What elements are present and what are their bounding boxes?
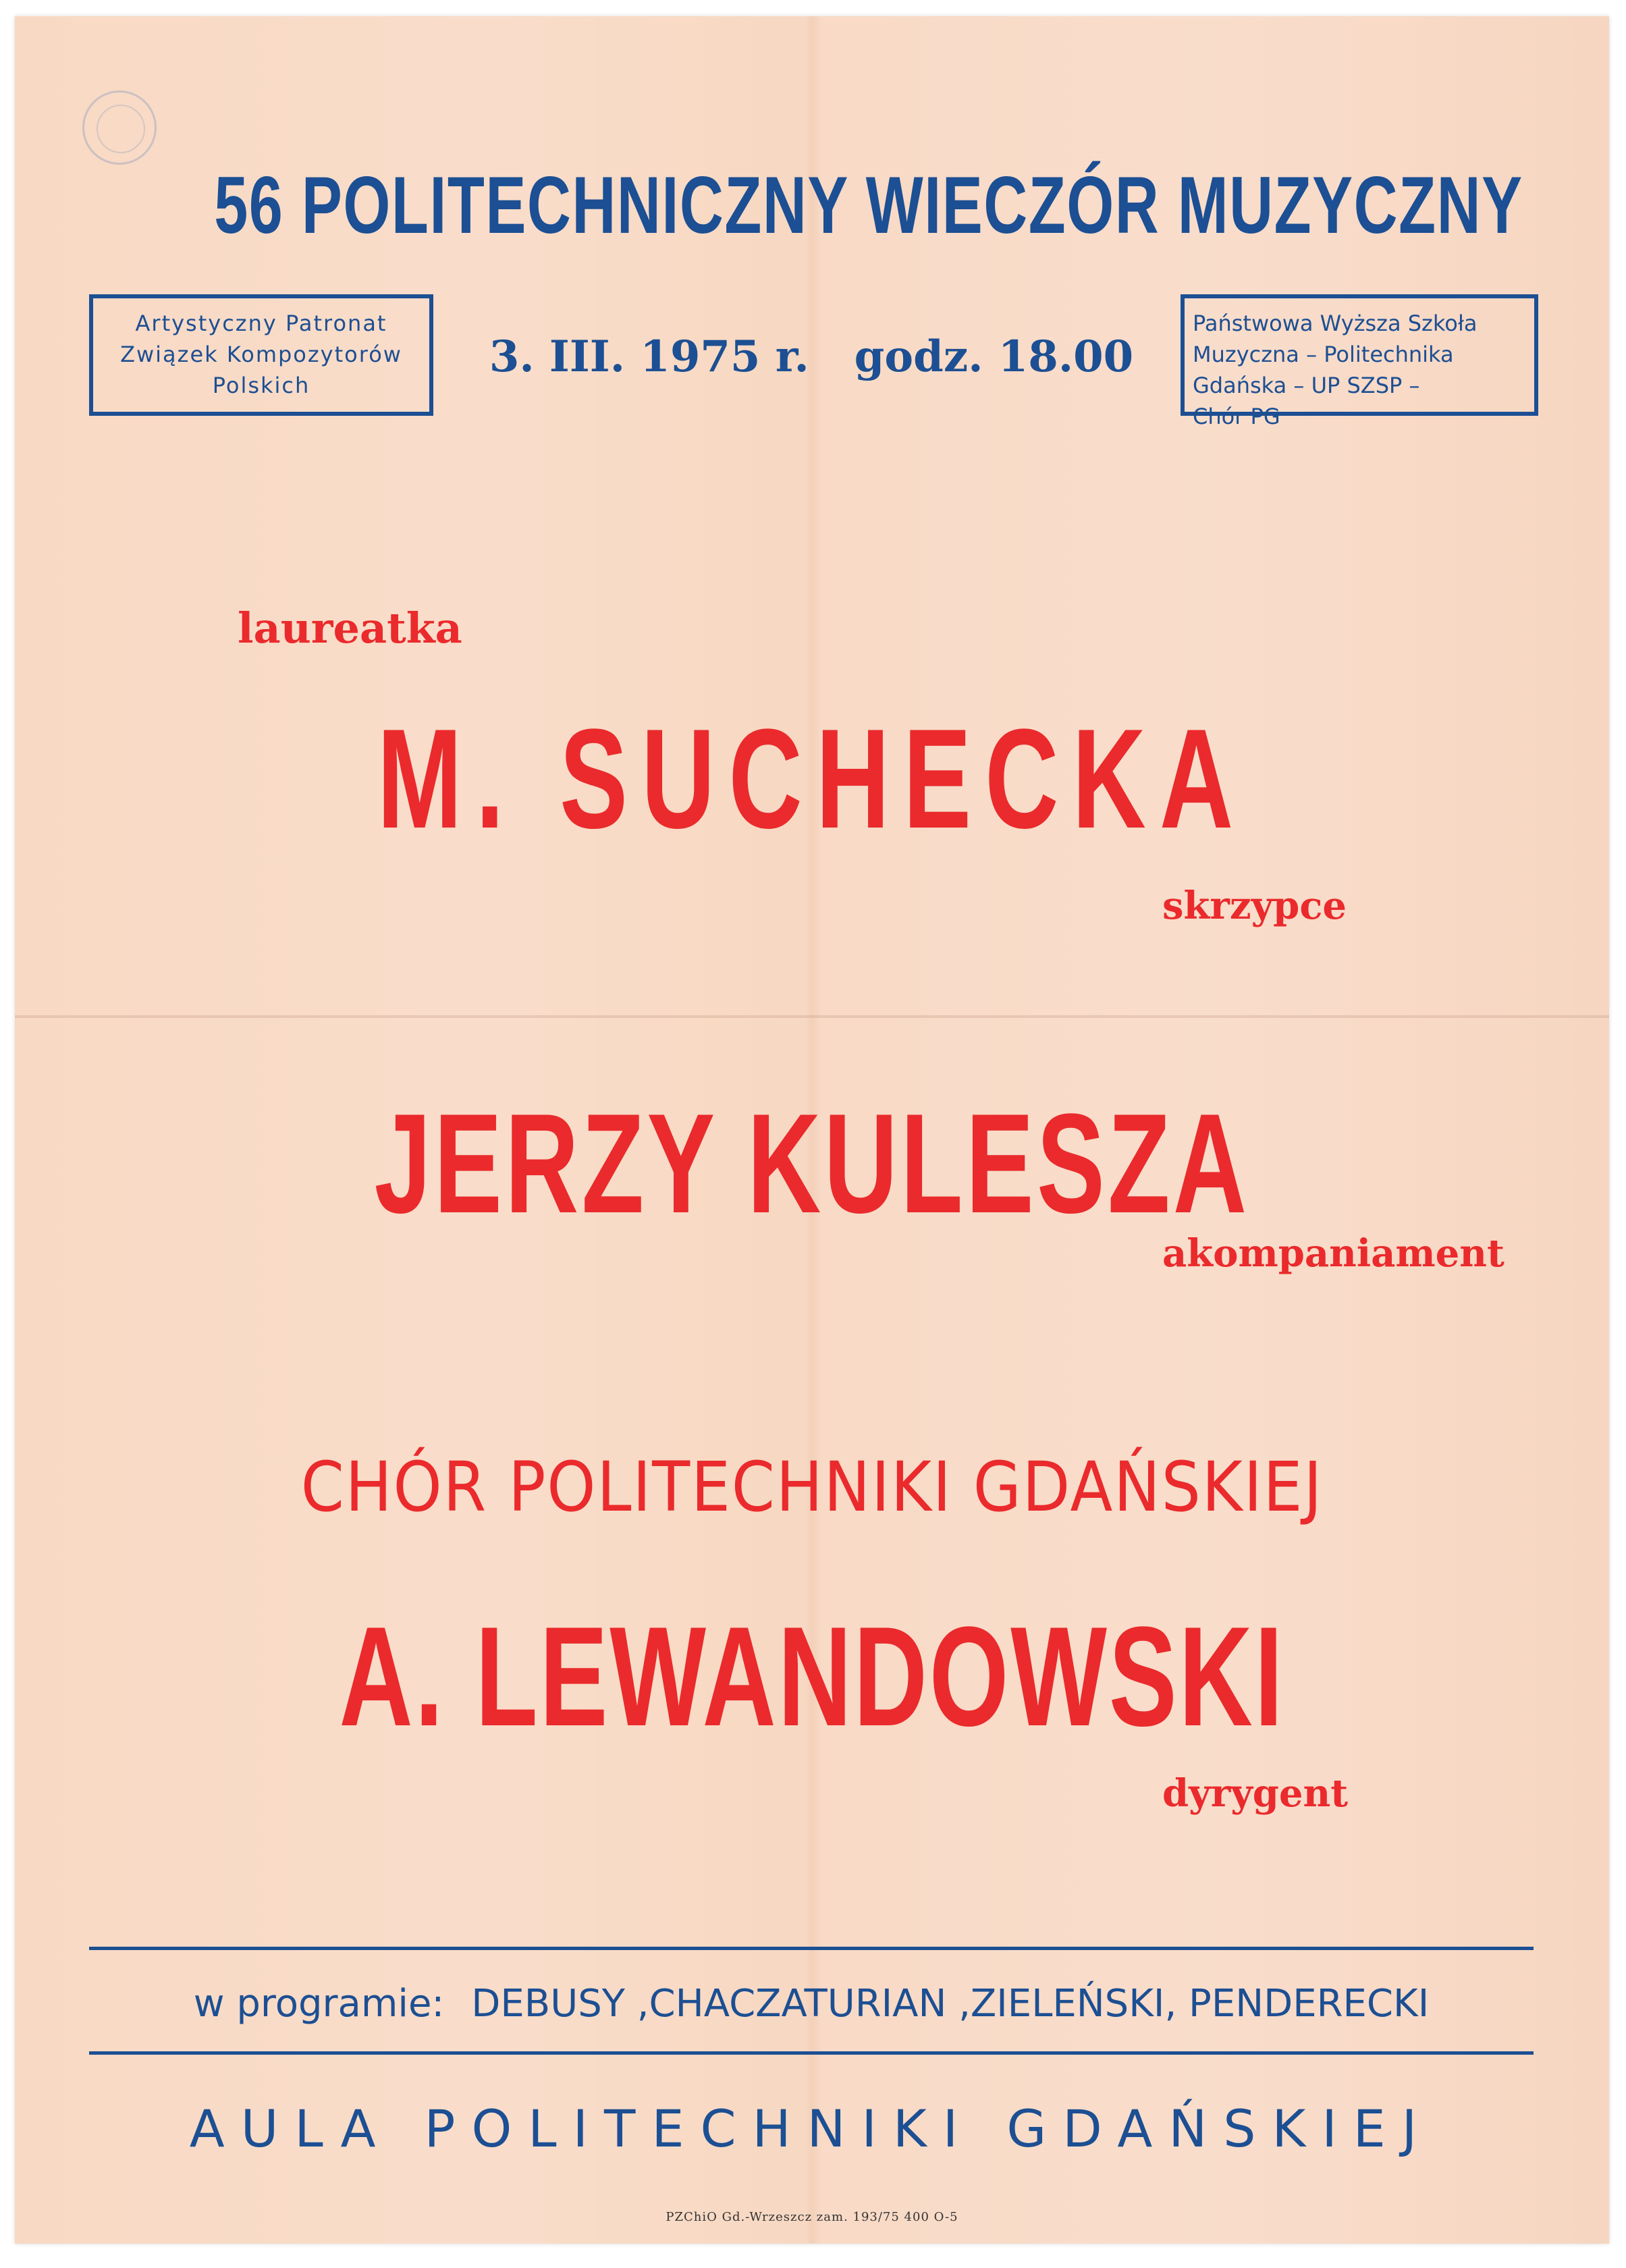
organizers-line-4: Chór PG: [1193, 404, 1280, 429]
library-stamp: [82, 90, 157, 165]
patron-box: [89, 294, 433, 416]
fold-line: [15, 1015, 1609, 1018]
poster: [15, 16, 1609, 2244]
program-label: w programie:: [193, 1982, 445, 2026]
organizers-line-3: Gdańska – UP SZSP –: [1193, 373, 1420, 398]
date-time: 3. III. 1975 r. godz. 18.00: [489, 331, 1134, 382]
violinist-name: M. SUCHECKA: [377, 699, 1247, 858]
program-line: [89, 1970, 1534, 2038]
patron-line-3: Polskich: [212, 373, 310, 398]
laureate-label: laureatka: [238, 603, 462, 653]
violinist-role: skrzypce: [1162, 884, 1347, 928]
patron-line-2: Związek Kompozytorów: [120, 342, 402, 367]
venue: AULA POLITECHNIKI GDAŃSKIEJ: [189, 2099, 1434, 2159]
accompanist-role: akompaniament: [1162, 1231, 1505, 1276]
conductor-name: A. LEWANDOWSKI: [339, 1597, 1285, 1756]
divider-top: [89, 1947, 1534, 1950]
program-composers: DEBUSY ,CHACZATURIAN ,ZIELEŃSKI, PENDERECKI: [471, 1982, 1430, 2026]
divider-bottom: [89, 2051, 1534, 2055]
conductor-role: dyrygent: [1162, 1771, 1349, 1816]
poster-title: 56 POLITECHNICZNY WIECZÓR MUZYCZNY: [214, 160, 1523, 250]
patron-line-1: Artystyczny Patronat: [135, 310, 387, 336]
organizers-line-1: Państwowa Wyższa Szkoła: [1193, 310, 1478, 336]
organizers-box: [1181, 294, 1538, 429]
accompanist-name: JERZY KULESZA: [374, 1084, 1250, 1243]
organizers-line-2: Muzyczna – Politechnika: [1193, 342, 1454, 367]
choir-name: CHÓR POLITECHNIKI GDAŃSKIEJ: [300, 1447, 1324, 1528]
printer-imprint: PZChiO Gd.-Wrzeszcz zam. 193/75 400 O-5: [666, 2210, 958, 2224]
